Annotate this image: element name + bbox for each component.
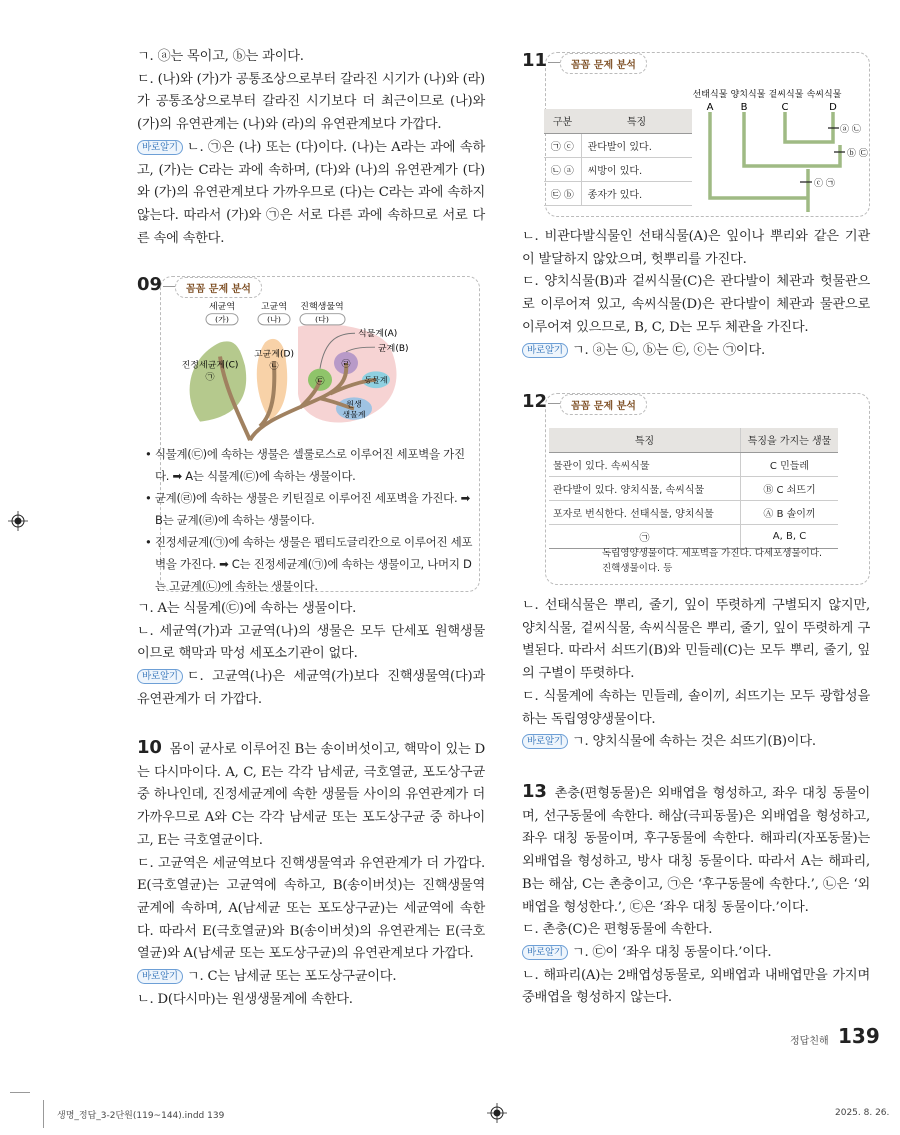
answer-paragraph xyxy=(137,853,485,967)
table-cell: 관다발이 있다. xyxy=(581,133,692,157)
paragraph-text: ㄷ. (나)와 (가)가 공통조상으로부터 갈라진 시기가 (나)와 (라)가 공통조상으로부터 갈라진 시기보다 더 최근이므로 (나)와 (가)의 유연관계는 (나)와 (라)의 유연관계보다 가깝다. xyxy=(137,71,485,133)
taxon-letter: B xyxy=(740,102,748,113)
answer-paragraph xyxy=(522,965,870,1010)
label-plant-kingdom: 식물계(A) xyxy=(358,329,398,339)
label-mark-d: ㉣ xyxy=(341,359,351,370)
answer-paragraph xyxy=(522,686,870,731)
connector-line xyxy=(163,286,175,287)
paragraph-text: ㄴ. D(다시마)는 원생생물계에 속한다. xyxy=(137,991,353,1007)
footer-date: 2025. 8. 26. xyxy=(835,1108,890,1118)
paragraph-text: ㄴ. 선태식물은 뿌리, 줄기, 잎이 뚜렷하게 구별되지 않지만, 양치식물, 겉씨식물, 속씨식물은 뿌리, 줄기, 잎이 뚜렷하게 구별된다. 따라서 쇠뜨기(B)와 민들레(C)는 모두 뿌리, 줄기, 잎의 구별이 뚜렷하다. xyxy=(522,598,870,682)
label-animal-kingdom: 동물계 xyxy=(364,375,388,385)
label-da: (다) xyxy=(315,315,329,325)
label-ga: (가) xyxy=(215,315,229,325)
label-protist-2: 생물계 xyxy=(342,410,366,419)
footer-section: 정답친해 xyxy=(790,1036,829,1047)
q12-tag: 꼼꼼 문제 분석 xyxy=(560,394,647,415)
crop-mark xyxy=(43,1100,44,1128)
label-eukarya-domain: 진핵생물역 xyxy=(300,302,344,312)
answer-paragraph xyxy=(522,340,870,363)
header-cell: 구분 xyxy=(544,109,581,133)
q11-tag: 꼼꼼 문제 분석 xyxy=(560,53,647,74)
answer-paragraph xyxy=(522,731,870,754)
paragraph-text: ㄴ. ㉠은 (나) 또는 (다)이다. (나)는 A라는 과에 속하고, (가)는 C라는 과에 속하며, (다)와 (나)의 유연관계가 (다)와 (가)의 유연관계보다 가까우므로 (다)는 C라는 과에 속하지 않는다. 따라서 (가)와 ㉠은 서로 다른 과에 속하므로 서로 다른 속에 속한다. xyxy=(137,139,485,246)
paragraph-text: ㄷ. 고균역(나)은 세균역(가)보다 진핵생물역(다)과 유연관계가 더 가깝다. xyxy=(137,669,485,707)
question-number: 10 xyxy=(137,737,162,758)
paragraph-text: ㄴ. 세균역(가)과 고균역(나)의 생물은 모두 단세포 원핵생물이므로 핵막과 막성 세포소기관이 없다. xyxy=(137,623,485,662)
bullet-item: • 진정세균계(㉠)에 속하는 생물은 펩티도글리칸으로 이루어진 세포벽을 가진다. ➡ C는 진정세균계(㉠)에 속하는 생물이고, 나머지 D는 고균계(㉡)에 속하는 생물이다. xyxy=(145,535,473,593)
q09-tag: 꼼꼼 문제 분석 xyxy=(175,277,262,298)
label-na: (나) xyxy=(267,315,281,325)
table-cell: 물관이 있다. 속씨식물 xyxy=(549,452,741,476)
header-cell: 특징 xyxy=(581,109,692,133)
q09-bullets xyxy=(145,443,473,597)
label-arch-mark: ㉡ xyxy=(269,361,279,372)
correction-badge: 바로알기 xyxy=(522,945,568,960)
paragraph-text: ㄱ. ⓐ는 목이고, ⓑ는 과이다. xyxy=(137,49,304,64)
correction-badge: 바로알기 xyxy=(137,969,183,984)
table-cell: ㉢ ⓑ xyxy=(544,181,581,205)
q12-table xyxy=(549,428,838,549)
label-bacteria-domain: 세균역 xyxy=(208,302,236,312)
paragraph-text: ㄱ. A는 식물계(㉢)에 속하는 생물이다. xyxy=(137,601,357,616)
header-cell: 특징을 가지는 생물 xyxy=(741,428,839,452)
paragraph-text: ㄴ. 비관다발식물인 선태식물(A)은 잎이나 뿌리와 같은 기관이 발달하지 않았으며, 헛뿌리를 가진다. xyxy=(522,229,870,267)
table-cell: 씨방이 있다. xyxy=(581,157,692,181)
q12-note xyxy=(602,546,822,576)
paragraph-text: ㄷ. 촌충(C)은 편형동물에 속한다. xyxy=(522,922,713,938)
table-cell: Ⓑ C 쇠뜨기 xyxy=(741,476,839,500)
branch-mark: ⓐ ㉡ xyxy=(840,125,861,135)
taxon-letter: A xyxy=(706,102,714,113)
bullet-item: • 식물계(㉢)에 속하는 생물은 셀룰로스로 이루어진 세포벽을 가진다. ➡ A는 식물계(㉢)에 속하는 생물이다. xyxy=(145,447,465,483)
table-cell: 포자로 번식한다. 선태식물, 양치식물 xyxy=(549,500,741,524)
footer-filename: 생명_정답_3-2단원(119~144).indd 139 xyxy=(57,1111,225,1121)
bullet-item: • 균계(㉣)에 속하는 생물은 키틴질로 이루어진 세포벽을 가진다. ➡ B는 균계(㉣)에 속하는 생물이다. xyxy=(145,491,471,527)
taxon-label: 속씨식물 xyxy=(806,90,842,100)
paragraph-text: ㄷ. 식물계에 속하는 민들레, 솔이끼, 쇠뜨기는 모두 광합성을 하는 독립영양생물이다. xyxy=(522,688,870,727)
table-cell: ㉠ ⓒ xyxy=(544,133,581,157)
answer-paragraph xyxy=(522,781,870,919)
taxon-label: 겉씨식물 xyxy=(768,90,804,100)
answer-paragraph xyxy=(137,46,485,69)
q09-answer xyxy=(137,598,485,712)
q10-answer xyxy=(137,737,485,1011)
correction-badge: 바로알기 xyxy=(137,140,183,155)
label-protist-1: 원생 xyxy=(346,399,362,409)
label-archaea-domain: 고균역 xyxy=(260,302,288,312)
taxon-letter: C xyxy=(781,102,789,113)
answer-paragraph xyxy=(522,919,870,942)
answer-paragraph xyxy=(137,989,485,1012)
note-line: 진핵생물이다. 등 xyxy=(602,563,673,574)
connector-line xyxy=(548,403,560,404)
q11-table xyxy=(544,109,692,206)
table-cell: ㉡ ⓐ xyxy=(544,157,581,181)
paragraph-text: ㄱ. ⓐ는 ㉡, ⓑ는 ㉢, ⓒ는 ㉠이다. xyxy=(571,342,765,358)
answer-paragraph xyxy=(137,137,485,251)
answer-paragraph xyxy=(522,226,870,271)
label-eubacteria: 진정세균계(C) xyxy=(181,360,239,371)
q11-plant-tree xyxy=(690,86,870,216)
paragraph-text: ㄴ. 해파리(A)는 2배엽성동물로, 외배엽과 내배엽만을 가지며 중배엽을 형성하지 않는다. xyxy=(522,967,870,1006)
taxon-label: 선태식물 xyxy=(692,90,728,100)
answer-paragraph xyxy=(137,598,485,621)
q08-answer xyxy=(137,46,485,250)
table-cell: ㉠ xyxy=(549,524,741,548)
label-fungi-kingdom: 균계(B) xyxy=(378,344,409,354)
table-cell: A, B, C xyxy=(741,524,839,548)
correction-badge: 바로알기 xyxy=(522,734,568,749)
table-cell: Ⓐ B 솔이끼 xyxy=(741,500,839,524)
paragraph-text: ㄱ. C는 남세균 또는 포도상구균이다. xyxy=(186,969,397,985)
label-archaebacteria: 고균계(D) xyxy=(253,349,295,360)
branch-mark: ⓑ ㉢ xyxy=(847,149,868,159)
label-eub-mark: ㉠ xyxy=(205,373,215,383)
paragraph-text: ㄷ. 고균역은 세균역보다 진핵생물역과 유연관계가 더 가깝다. E(극호열균)는 고균역에 속하고, B(송이버섯)는 진핵생물역 균계에 속하며, A(남세균 또는 포도상구균)는 세균역에 속한다. 따라서 E(극호열균)와 B(송이버섯)의 유연관계는 E(극호열균)와 A(남세균 또는 포도상구균)의 유연관계보다 가깝다. xyxy=(137,855,485,962)
header-cell: 특징 xyxy=(549,428,741,452)
answer-paragraph xyxy=(137,666,485,711)
answer-paragraph xyxy=(522,271,870,339)
branch-mark: ⓒ ㉠ xyxy=(814,179,835,189)
taxon-letter: D xyxy=(829,102,837,113)
note-line: 독립영양생물이다. 세포벽을 가진다. 다세포생물이다. xyxy=(602,548,823,559)
correction-badge: 바로알기 xyxy=(522,343,568,358)
taxon-label: 양치식물 xyxy=(730,90,766,100)
q12-number: 12 xyxy=(522,391,548,412)
connector-line xyxy=(548,62,560,63)
question-number: 13 xyxy=(522,781,547,802)
answer-paragraph xyxy=(137,737,485,853)
q11-answer xyxy=(522,226,870,362)
paragraph-text: 몸이 균사로 이루어진 B는 송이버섯이고, 핵막이 있는 D는 다시마이다. A, C, E는 각각 남세균, 극호열균, 포도상구균 중 하나인데, 진정세균계에 속한 생물들 사이의 유연관계가 더 가까우므로 A와 C는 각각 남세균 또는 포도상구균 중 하나이고, E는 극호열균이다. xyxy=(137,742,485,848)
answer-paragraph xyxy=(522,595,870,686)
paragraph-text: ㄱ. ㉢이 ‘좌우 대칭 동물이다.’이다. xyxy=(571,944,772,960)
table-cell: 관다발이 있다. 양치식물, 속씨식물 xyxy=(549,476,741,500)
answer-paragraph xyxy=(522,942,870,965)
answer-paragraph xyxy=(137,69,485,137)
label-mark-c: ㉢ xyxy=(315,376,325,387)
registration-mark-icon xyxy=(8,511,28,531)
answer-paragraph xyxy=(137,621,485,666)
table-cell: 종자가 있다. xyxy=(581,181,692,205)
page-number: 139 xyxy=(838,1024,880,1048)
q11-number: 11 xyxy=(522,50,548,71)
paragraph-text: ㄱ. 양치식물에 속하는 것은 쇠뜨기(B)이다. xyxy=(571,734,816,750)
answer-paragraph xyxy=(137,966,485,989)
paragraph-text: ㄷ. 양치식물(B)과 겉씨식물(C)은 관다발이 체관과 헛물관으로 이루어져 있고, 속씨식물(D)은 관다발이 체관과 물관으로 이루어져 있으므로, B, C, D는 모두 체관을 가진다. xyxy=(522,274,870,335)
q12-answer xyxy=(522,595,870,754)
table-cell: C 민들레 xyxy=(741,452,839,476)
correction-badge: 바로알기 xyxy=(137,669,183,684)
q09-phylogeny-diagram xyxy=(180,300,420,440)
q09-number: 09 xyxy=(137,274,163,295)
crop-mark xyxy=(10,1092,30,1093)
paragraph-text: 촌충(편형동물)은 외배엽을 형성하고, 좌우 대칭 동물이며, 선구동물에 속한다. 해삼(극피동물)은 외배엽을 형성하고, 좌우 대칭 동물이며, 후구동물에 속한다. 해파리(자포동물)는 외배엽을 형성하고, 방사 대칭 동물이다. 따라서 A는 해파리, B는 해삼, C는 촌충이고, ㉠은 ‘후구동물에 속한다.’, ㉡은 ‘외배엽을 형성한다.’, ㉢은 ‘좌우 대칭 동물이다.’이다. xyxy=(522,786,870,915)
q13-answer xyxy=(522,781,870,1010)
registration-mark-icon xyxy=(487,1103,507,1123)
